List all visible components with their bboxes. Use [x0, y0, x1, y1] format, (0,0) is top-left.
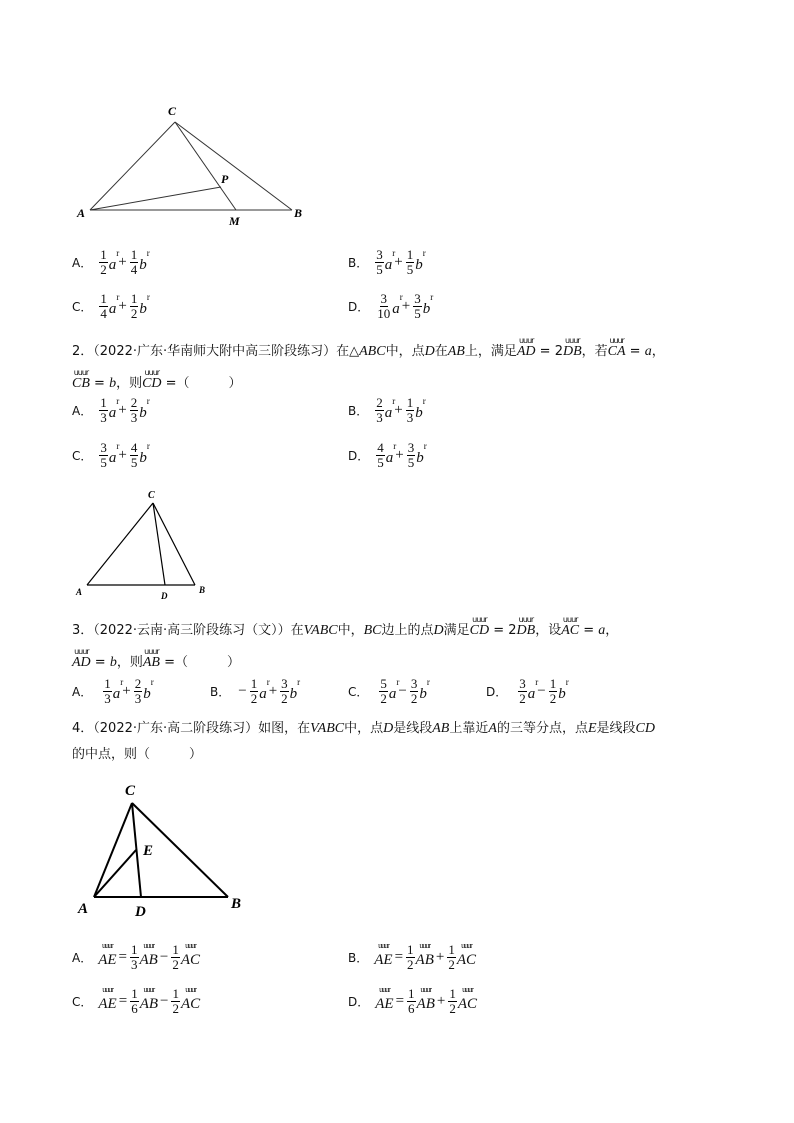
numerator: 5	[380, 675, 387, 691]
q2-option-a[interactable]	[72, 393, 150, 427]
q3-text: 边上的点	[381, 623, 434, 638]
vector-b: b	[289, 685, 298, 702]
label-a: A	[78, 901, 89, 917]
vector-mark: r	[116, 291, 120, 302]
denominator: 5	[414, 305, 421, 321]
vector-mark: r	[146, 247, 150, 258]
numerator: 1	[448, 941, 455, 957]
denominator: 6	[131, 1000, 138, 1016]
q3-text: 3．（2022·云南·高三阶段练习（文））在	[72, 623, 304, 638]
vector-ac: AC	[180, 951, 200, 968]
denominator: 5	[376, 261, 383, 277]
vector-ab: AB	[142, 655, 160, 670]
vector-mark: r	[396, 676, 400, 687]
label-b: B	[231, 896, 242, 912]
operator: +	[394, 253, 403, 270]
vector-mark: uuur	[565, 336, 580, 345]
vector-mark: r	[392, 395, 396, 406]
numerator: 1	[100, 290, 107, 306]
vector-mark: r	[116, 247, 120, 258]
vector-b: b	[422, 300, 431, 317]
vector-a: a	[112, 685, 121, 702]
vector-cb: CB	[72, 376, 90, 391]
label-b: B	[199, 585, 206, 595]
point-a: A	[488, 721, 497, 736]
option-label: A．	[72, 255, 93, 270]
operator: +	[435, 948, 445, 965]
denominator: 5	[130, 454, 138, 470]
point-d: D	[433, 623, 444, 638]
vector-mark: uuur	[518, 615, 534, 624]
equals: =	[89, 376, 110, 391]
q3-text: 中，	[337, 623, 364, 638]
point-e: E	[587, 721, 597, 736]
option-label: B．	[348, 255, 369, 270]
denominator: 2	[407, 956, 414, 972]
figure-triangle-apm	[60, 95, 320, 235]
operator: −	[160, 992, 169, 1009]
denominator: 2	[410, 690, 418, 706]
vector-mark: r	[146, 395, 150, 406]
vector-mark: uuur	[518, 336, 534, 345]
numerator: 4	[130, 439, 138, 455]
q2-text: ，则	[116, 376, 143, 391]
vector-ae: AE	[98, 995, 117, 1012]
vector-mark: uuur	[73, 368, 89, 377]
q2-stem-line1	[72, 333, 732, 365]
vector-mark: r	[422, 247, 426, 258]
q2-option-d[interactable]	[348, 438, 427, 472]
operator: +	[395, 446, 404, 463]
operator: +	[118, 401, 127, 418]
vector-mark: uuur	[143, 984, 155, 994]
numerator: 1	[449, 985, 456, 1001]
vector-mark: uuur	[462, 984, 473, 994]
denominator: 4	[100, 305, 107, 321]
vector-mark: uuur	[144, 647, 159, 656]
denominator: 2	[172, 956, 179, 972]
vector-a: a	[108, 404, 117, 421]
vector-b: b	[109, 376, 117, 391]
numerator: 1	[131, 941, 138, 957]
edge-ac	[94, 803, 132, 897]
vector-mark: r	[150, 676, 154, 687]
option-label: B．	[348, 950, 369, 965]
edge-ac	[87, 503, 153, 585]
q4-text: 4．（2022·广东·高二阶段练习）如图，在	[72, 721, 311, 736]
vector-mark: uuur	[102, 940, 113, 950]
numerator: 3	[380, 290, 387, 306]
answer-blank: =（ ）	[159, 655, 240, 670]
vector-ac: AC	[561, 623, 580, 638]
denominator: 2	[281, 690, 288, 706]
equals: =	[579, 623, 599, 638]
q4-text: 中，点	[344, 721, 384, 736]
vector-mark: uuur	[419, 940, 431, 950]
vector-mark: uuur	[185, 940, 196, 950]
figure-triangle-abd	[60, 485, 230, 605]
vector-a: a	[384, 404, 393, 421]
operator: +	[118, 297, 127, 314]
vector-mark: r	[297, 676, 301, 687]
triangle-name: VABC	[310, 721, 345, 736]
label-a: A	[77, 206, 86, 220]
numerator: 3	[519, 675, 526, 691]
vector-ab: AB	[415, 951, 434, 968]
triangle-name: VABC	[303, 623, 338, 638]
option-label: D．	[348, 448, 370, 463]
q4-stem-line2	[72, 742, 732, 768]
numerator: 1	[250, 675, 258, 691]
vector-b: b	[558, 685, 566, 702]
option-label: A．	[72, 403, 93, 418]
vector-mark: uuur	[472, 615, 487, 624]
answer-blank: =（ ）	[161, 376, 242, 391]
vector-ad: AD	[516, 344, 536, 359]
vector-mark: uuur	[185, 984, 196, 994]
label-d: D	[161, 591, 168, 601]
option-label: D．	[348, 994, 370, 1009]
vector-mark: uuur	[144, 368, 160, 377]
operator: +	[122, 682, 131, 699]
segment-cd: CD	[635, 721, 655, 736]
numerator: 1	[100, 394, 107, 410]
vector-mark: uuur	[143, 940, 155, 950]
label-p: P	[221, 172, 229, 186]
label-m: M	[229, 214, 240, 228]
q3-option-a[interactable]	[72, 674, 154, 708]
denominator: 2	[519, 690, 526, 706]
denominator: 2	[250, 690, 258, 706]
q4-text: 上靠近	[449, 721, 489, 736]
sign: −	[238, 682, 247, 699]
denominator: 2	[172, 1000, 179, 1016]
vector-b: b	[109, 655, 117, 670]
q4-stem-line1	[72, 716, 732, 742]
q2-text: 在	[434, 344, 448, 359]
option-label: D．	[486, 684, 508, 699]
vector-b: b	[415, 256, 423, 273]
vector-mark: r	[399, 291, 403, 302]
numerator: 3	[100, 439, 107, 455]
denominator: 2	[449, 1000, 456, 1016]
q3-option-b[interactable]	[210, 674, 301, 708]
label-e: E	[143, 843, 154, 859]
denominator: 5	[100, 454, 107, 470]
point-d: D	[424, 344, 435, 359]
vector-mark: uuur	[562, 615, 578, 624]
label-d: D	[135, 904, 146, 920]
vector-a: a	[384, 256, 393, 273]
point-d: D	[383, 721, 394, 736]
numerator: 1	[406, 246, 414, 262]
numerator: 3	[407, 439, 415, 455]
vector-b: b	[139, 300, 147, 317]
q3-stem-line2	[72, 644, 732, 676]
q4-text: 的三等分点，点	[496, 721, 588, 736]
q4-text: 的中点，则（ ）	[72, 747, 203, 762]
q1-option-c[interactable]	[72, 289, 150, 323]
vector-mark: uuur	[379, 984, 390, 994]
edge-ae	[94, 850, 136, 897]
vector-ab: AB	[139, 995, 159, 1012]
edge-ap	[90, 187, 221, 210]
denominator: 5	[407, 454, 415, 470]
operator: +	[394, 401, 403, 418]
label-c: C	[168, 104, 177, 118]
vector-a: a	[644, 344, 652, 359]
equals: =	[625, 344, 645, 359]
vector-ac: AC	[457, 995, 478, 1012]
numerator: 1	[407, 941, 414, 957]
option-label: C．	[72, 299, 93, 314]
q2-text: 2．（2022·广东·华南师大附中高三阶段练习）在△	[72, 344, 360, 359]
numerator: 1	[130, 290, 138, 306]
vector-a: a	[108, 256, 117, 273]
q4-option-d[interactable]: D． uuur AE = $\frac{1}{6}$ uuur AB + $\frac{1}{2}$ uuur AC	[348, 984, 478, 1016]
comma: ，	[605, 623, 619, 638]
vector-mark: r	[535, 676, 539, 687]
numerator: 4	[377, 439, 384, 455]
numerator: 1	[130, 246, 138, 262]
vector-mark: r	[266, 676, 270, 687]
vector-b: b	[139, 449, 147, 466]
option-label: B．	[348, 403, 369, 418]
segment-bc: BC	[363, 623, 382, 638]
operator: +	[401, 297, 411, 314]
q4-option-b[interactable]: B． uuur AE = $\frac{1}{2}$ uuur AB + $\frac{1}{2}$ uuur AC	[348, 940, 476, 972]
numerator: 1	[406, 394, 414, 410]
numerator: 1	[172, 985, 179, 1001]
q4-stem	[72, 716, 732, 768]
operator: −	[159, 948, 169, 965]
vector-ca: CA	[607, 344, 626, 359]
q4-text: 是线段	[393, 721, 433, 736]
vector-cd: CD	[469, 623, 490, 638]
q3-option-d[interactable]	[486, 674, 569, 708]
numerator: 1	[172, 941, 179, 957]
operator: +	[118, 253, 127, 270]
vector-ab: AB	[416, 995, 435, 1012]
vector-ac: AC	[180, 995, 201, 1012]
label-b: B	[294, 206, 303, 220]
label-c: C	[125, 783, 136, 799]
vector-b: b	[416, 449, 424, 466]
q3-text: 满足	[443, 623, 470, 638]
vector-a: a	[108, 449, 117, 466]
denominator: 6	[408, 1000, 415, 1016]
vector-b: b	[139, 404, 147, 421]
denominator: 2	[380, 690, 387, 706]
denominator: 3	[134, 690, 142, 706]
q3-option-c[interactable]	[348, 674, 430, 708]
numerator: 2	[130, 394, 138, 410]
q1-option-d[interactable]	[348, 289, 434, 323]
operator: −	[537, 682, 546, 699]
vector-a: a	[392, 300, 400, 317]
denominator: 3	[130, 409, 138, 425]
numerator: 3	[414, 290, 421, 306]
denominator: 2	[549, 690, 557, 706]
label-a: A	[76, 587, 83, 597]
option-label: A．	[72, 684, 93, 699]
vector-mark: r	[430, 291, 434, 302]
edge-cd	[132, 803, 141, 897]
numerator: 1	[131, 985, 138, 1001]
vector-mark: r	[426, 676, 430, 687]
vector-ac: AC	[456, 951, 476, 968]
option-label: D．	[348, 299, 370, 314]
vector-b: b	[139, 256, 147, 273]
vector-ae: AE	[375, 995, 394, 1012]
denominator: 5	[406, 261, 414, 277]
numerator: 2	[134, 675, 142, 691]
vector-mark: r	[423, 440, 427, 451]
vector-a: a	[259, 685, 267, 702]
q2-stem	[72, 333, 732, 397]
vector-ae: AE	[374, 951, 393, 968]
vector-a: a	[108, 300, 117, 317]
numerator: 3	[281, 675, 288, 691]
vector-a: a	[527, 685, 536, 702]
vector-mark: r	[146, 440, 150, 451]
q1-option-a[interactable]	[72, 245, 150, 279]
comma: ，	[651, 344, 665, 359]
option-label: A．	[72, 950, 93, 965]
vector-mark: r	[565, 676, 569, 687]
q3-stem	[72, 612, 732, 676]
segment-ab: AB	[432, 721, 450, 736]
vector-mark: uuur	[74, 647, 89, 656]
q2-text: ，若	[581, 344, 608, 359]
vector-mark: uuur	[378, 940, 389, 950]
vector-ad: AD	[72, 655, 91, 670]
numerator: 1	[549, 675, 557, 691]
vector-ae: AE	[98, 951, 117, 968]
q4-option-c[interactable]: C． uuur AE = $\frac{1}{6}$ uuur AB − $\frac{1}{2}$ uuur AC	[72, 984, 201, 1016]
equals: = 2	[535, 344, 563, 359]
numerator: 2	[376, 394, 383, 410]
option-label: C．	[72, 994, 93, 1009]
triangle-name: ABC	[359, 344, 386, 359]
q1-option-b[interactable]	[348, 245, 426, 279]
vector-db: DB	[562, 344, 582, 359]
q3-stem-line1	[72, 612, 732, 644]
operator: +	[436, 992, 446, 1009]
q2-option-b[interactable]	[348, 393, 426, 427]
operator: +	[268, 682, 278, 699]
denominator: 3	[131, 956, 138, 972]
vector-cd: CD	[142, 376, 162, 391]
vector-mark: r	[116, 395, 120, 406]
vector-mark: r	[120, 676, 124, 687]
operator: −	[398, 682, 407, 699]
vector-ab: AB	[139, 951, 158, 968]
numerator: 3	[410, 675, 418, 691]
vector-mark: r	[146, 291, 150, 302]
label-c: C	[148, 490, 155, 501]
option-label: B．	[210, 684, 231, 699]
numerator: 1	[104, 675, 111, 691]
denominator: 10	[377, 305, 391, 321]
vector-b: b	[143, 685, 151, 702]
vector-mark: uuur	[420, 984, 432, 994]
numerator: 1	[100, 246, 107, 262]
vector-mark: uuur	[102, 984, 113, 994]
q2-text: 中，点	[385, 344, 425, 359]
denominator: 2	[448, 956, 455, 972]
vector-a: a	[598, 623, 606, 638]
edge-ac	[90, 122, 175, 210]
denominator: 3	[376, 409, 383, 425]
vector-db: DB	[516, 623, 536, 638]
denominator: 3	[104, 690, 111, 706]
vector-b: b	[419, 685, 427, 702]
equals: =	[90, 655, 110, 670]
segment-ab: AB	[447, 344, 465, 359]
q3-text: ，设	[535, 623, 562, 638]
vector-mark: r	[392, 247, 396, 258]
option-label: C．	[72, 448, 93, 463]
vector-mark: r	[422, 395, 426, 406]
vector-mark: r	[393, 440, 397, 451]
vector-b: b	[415, 404, 423, 421]
edge-cm	[175, 122, 236, 210]
vector-a: a	[388, 685, 397, 702]
denominator: 2	[100, 261, 107, 277]
vector-mark: r	[116, 440, 120, 451]
denominator: 2	[130, 305, 138, 321]
q4-text: 是线段	[596, 721, 636, 736]
numerator: 1	[408, 985, 415, 1001]
q2-text: 上，满足	[464, 344, 517, 359]
denominator: 5	[377, 454, 384, 470]
equals: = 2	[489, 623, 517, 638]
q2-option-c[interactable]	[72, 438, 150, 472]
figure-triangle-ade	[70, 775, 260, 925]
q4-option-a[interactable]: A． uuur AE = $\frac{1}{3}$ uuur AB − $\frac{1}{2}$ uuur AC	[72, 940, 200, 972]
denominator: 4	[130, 261, 138, 277]
denominator: 3	[406, 409, 414, 425]
option-label: C．	[348, 684, 369, 699]
numerator: 3	[376, 246, 383, 262]
denominator: 3	[100, 409, 107, 425]
operator: +	[118, 446, 127, 463]
q3-text: ，则	[116, 655, 143, 670]
vector-mark: uuur	[461, 940, 472, 950]
edge-cb	[175, 122, 292, 210]
vector-mark: uuur	[609, 336, 624, 345]
vector-a: a	[385, 449, 394, 466]
